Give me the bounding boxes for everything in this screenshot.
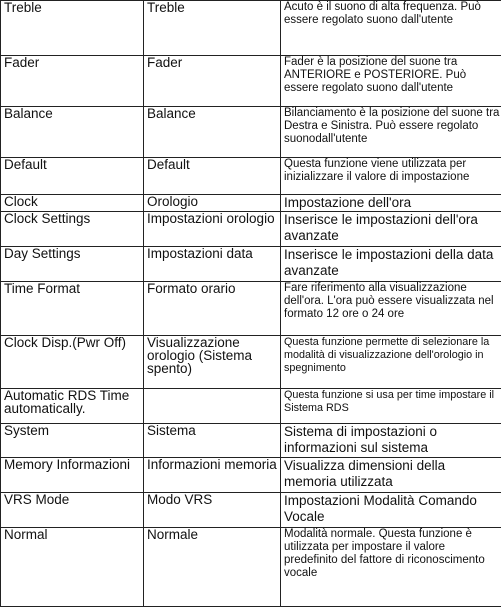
setting-name-en: Clock Settings	[1, 212, 144, 247]
setting-name-en: Day Settings	[1, 247, 144, 282]
table-row	[1, 107, 501, 158]
setting-description: Questa funzione permette di selezionare la modalità di visualizzazione dell'orologio in spegnimento	[281, 336, 501, 389]
setting-name-it: Formato orario	[144, 282, 281, 336]
setting-description: Impostazioni Modalità Comando Vocale	[281, 493, 501, 528]
table-row	[1, 282, 501, 336]
setting-description: Bilanciamento è la posizione del suone tra Destra e Sinistra. Può essere regolato suonodall'utente	[281, 107, 501, 158]
setting-name-it: Fader	[144, 56, 281, 107]
setting-description: Questa funzione viene utilizzata per inizializzare il valore di impostazione	[281, 158, 501, 195]
setting-name-en: Fader	[1, 56, 144, 107]
table-row	[1, 247, 501, 282]
setting-description: Fader è la posizione del suone tra ANTERIORE e POSTERIORE. Può essere regolato suono dall'utente	[281, 56, 501, 107]
setting-name-it: Default	[144, 158, 281, 195]
setting-description: Fare riferimento alla visualizzazione dell'ora. L'ora può essere visualizzata nel formato 12 ore o 24 ore	[281, 282, 501, 336]
setting-description: Visualizza dimensioni della memoria utilizzata	[281, 458, 501, 493]
table-row	[1, 336, 501, 389]
setting-name-it: Normale	[144, 528, 281, 607]
setting-name-en: Time Format	[1, 282, 144, 336]
table-row	[1, 1, 501, 56]
setting-description: Modalità normale. Questa funzione è utilizzata per impostare il valore predefinito del fattore di riconoscimento vocale	[281, 528, 501, 607]
table-row	[1, 424, 501, 458]
setting-name-en: Clock	[1, 195, 144, 212]
setting-name-it: Impostazioni data	[144, 247, 281, 282]
setting-name-en: Default	[1, 158, 144, 195]
table-row	[1, 56, 501, 107]
setting-name-it: Balance	[144, 107, 281, 158]
setting-name-en: VRS Mode	[1, 493, 144, 528]
setting-name-en: Clock Disp.(Pwr Off)	[1, 336, 144, 389]
setting-name-it: Sistema	[144, 424, 281, 458]
setting-name-en: Memory Informazioni	[1, 458, 144, 493]
setting-name-it: Informazioni memoria	[144, 458, 281, 493]
setting-name-en: Treble	[1, 1, 144, 56]
setting-name-it: Treble	[144, 1, 281, 56]
setting-description: Questa funzione si usa per time impostare il Sistema RDS	[281, 389, 501, 424]
setting-description: Inserisce le impostazioni dell'ora avanzate	[281, 212, 501, 247]
table-row	[1, 158, 501, 195]
table-row	[1, 212, 501, 247]
setting-description: Sistema di impostazioni o informazioni sul sistema	[281, 424, 501, 458]
setting-name-it: Modo VRS	[144, 493, 281, 528]
setting-description: Inserisce le impostazioni della data avanzate	[281, 247, 501, 282]
setting-name-it: Visualizzazione orologio (Sistema spento)	[144, 336, 281, 389]
table-row	[1, 528, 501, 607]
table-row	[1, 458, 501, 493]
setting-name-it: Impostazioni orologio	[144, 212, 281, 247]
table-row	[1, 389, 501, 424]
setting-description: Impostazione dell'ora	[281, 195, 501, 212]
setting-name-en: Normal	[1, 528, 144, 607]
settings-table-body	[1, 1, 501, 607]
setting-description: Acuto è il suono di alta frequenza. Può essere regolato suono dall'utente	[281, 1, 501, 56]
setting-name-it: Orologio	[144, 195, 281, 212]
table-row	[1, 195, 501, 212]
setting-name-en: Automatic RDS Time automatically.	[1, 389, 144, 424]
setting-name-en: System	[1, 424, 144, 458]
setting-name-en: Balance	[1, 107, 144, 158]
setting-name-it	[144, 389, 281, 424]
table-row	[1, 493, 501, 528]
